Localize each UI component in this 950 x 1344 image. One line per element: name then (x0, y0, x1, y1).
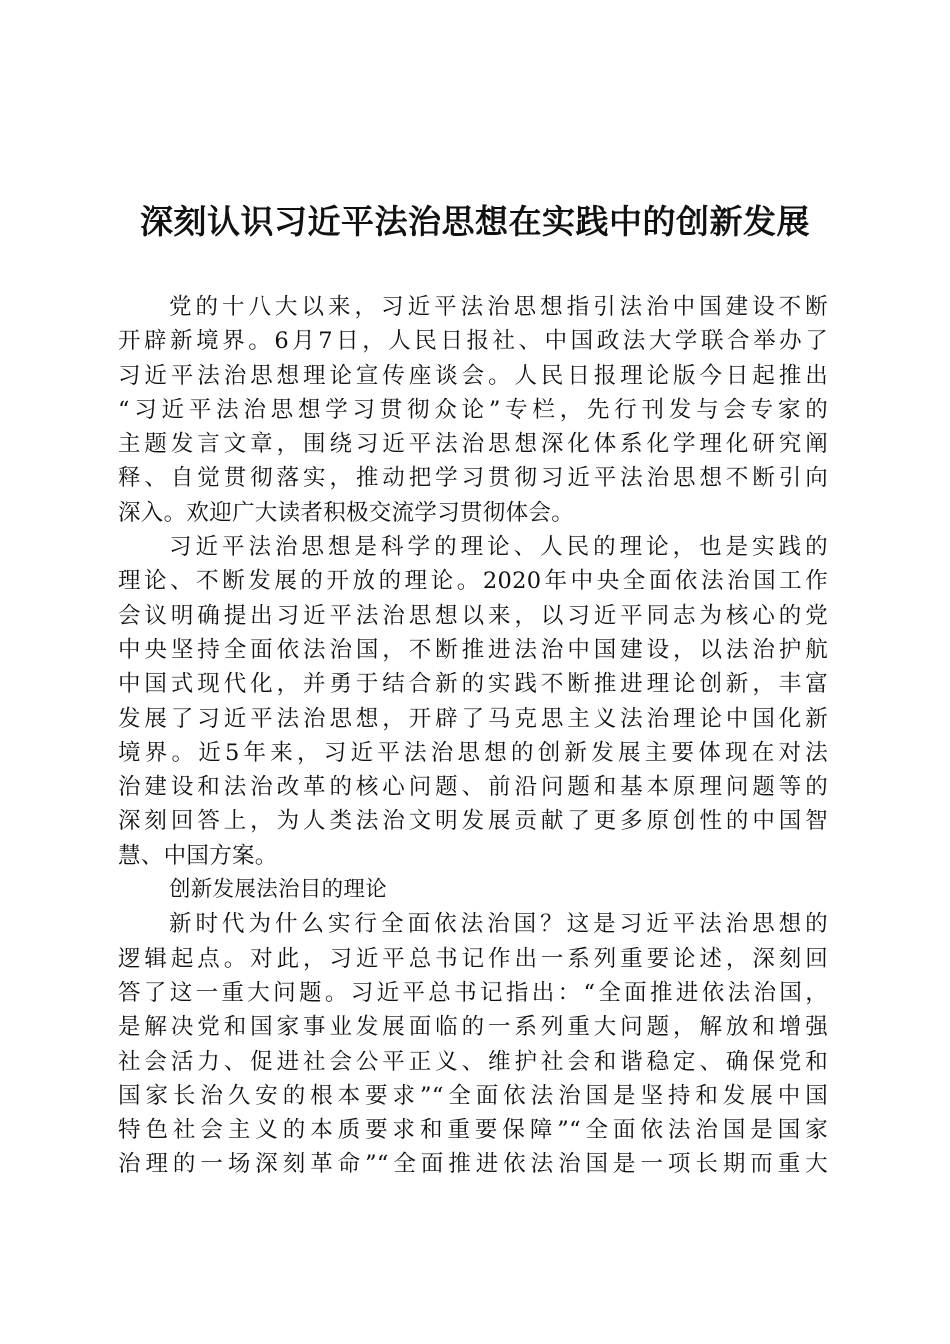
paragraph-line: 社会活力、促进社会公平正义、维护社会和谐稳定、确保党和 (118, 1048, 828, 1075)
paragraph-line: 习近平法治思想是科学的理论、人民的理论，也是实践的 (169, 534, 828, 561)
paragraph-line: 慧、中国方案。 (118, 842, 278, 869)
paragraph-line: 逻辑起点。对此，习近平总书记作出一系列重要论述，深刻回 (118, 945, 828, 972)
paragraph-line: 境界。近5年来，习近平法治思想的创新发展主要体现在对法 (118, 739, 828, 766)
paragraph-line: 深入。欢迎广大读者积极交流学习贯彻体会。 (118, 499, 575, 526)
paragraph-line: 习近平法治思想理论宣传座谈会。人民日报理论版今日起推出 (118, 362, 828, 389)
paragraph-line: 党的十八大以来，习近平法治思想指引法治中国建设不断 (169, 294, 828, 320)
paragraph-line: 新时代为什么实行全面依法治国？这是习近平法治思想的 (169, 911, 828, 938)
article-body (118, 290, 828, 1182)
document-title: 深刻认识习近平法治思想在实践中的创新发展 (140, 202, 810, 241)
paragraph-line: “习近平法治思想学习贯彻众论”专栏，先行刊发与会专家的 (118, 396, 828, 423)
paragraph-line: 治建设和法治改革的核心问题、前沿问题和基本原理问题等的 (118, 774, 828, 801)
paragraph-line: 是解决党和国家事业发展面临的一系列重大问题，解放和增强 (118, 1014, 828, 1041)
paragraph-line: 中国式现代化，并勇于结合新的实践不断推进理论创新，丰富 (118, 671, 828, 698)
paragraph-line: 会议明确提出习近平法治思想以来，以习近平同志为核心的党 (118, 602, 828, 629)
paragraph-line: 主题发言文章，围绕习近平法治思想深化体系化学理化研究阐 (118, 431, 828, 458)
paragraph-line: 中央坚持全面依法治国，不断推进法治中国建设，以法治护航 (118, 636, 828, 663)
paragraph-line: 开辟新境界。6月7日，人民日报社、中国政法大学联合举办了 (118, 328, 828, 355)
paragraph-line: 释、自觉贯彻落实，推动把学习贯彻习近平法治思想不断引向 (118, 465, 828, 492)
paragraph-line: 理论、不断发展的开放的理论。2020年中央全面依法治国工作 (118, 568, 828, 595)
section-heading: 创新发展法治目的理论 (169, 877, 388, 903)
paragraph-line: 答了这一重大问题。习近平总书记指出：“全面推进依法治国， (118, 979, 828, 1006)
paragraph-line: 发展了习近平法治思想，开辟了马克思主义法治理论中国化新 (118, 705, 828, 732)
paragraph-line: 深刻回答上，为人类法治文明发展贡献了更多原创性的中国智 (118, 808, 828, 835)
paragraph-line: 特色社会主义的本质要求和重要保障”“全面依法治国是国家 (118, 1117, 828, 1144)
paragraph-line: 国家长治久安的根本要求”“全面依法治国是坚持和发展中国 (118, 1082, 828, 1109)
paragraph-line: 治理的一场深刻革命”“全面推进依法治国是一项长期而重大 (118, 1151, 828, 1178)
